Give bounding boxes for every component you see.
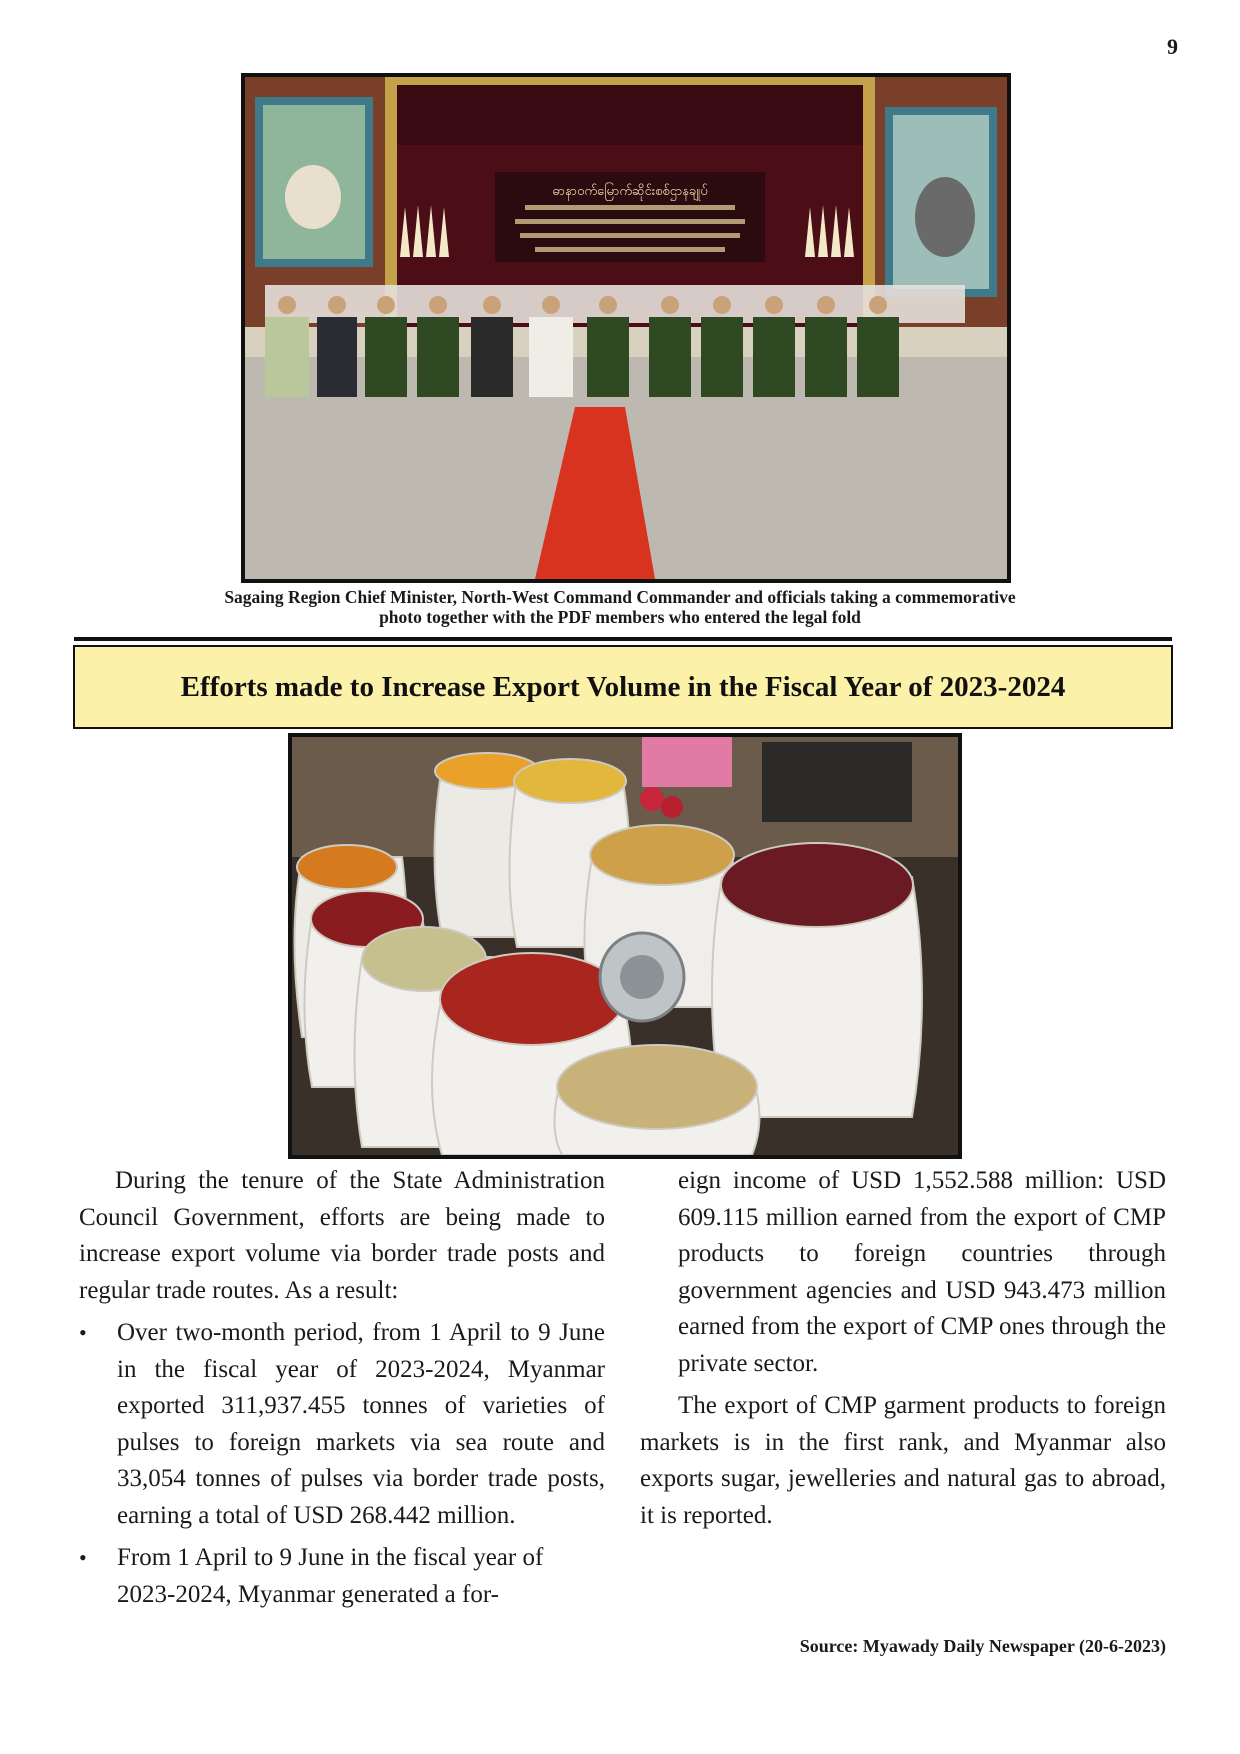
section-divider (74, 637, 1172, 641)
bullet-2-text-start: From 1 April to 9 June in the fiscal year of 2023-2024, Myanmar generated a for- (117, 1544, 544, 1608)
article-column-left (79, 1163, 605, 1619)
photo-caption (100, 587, 1140, 627)
headline-box (73, 645, 1173, 729)
caption-line-2: photo together with the PDF members who entered the legal fold (379, 607, 861, 627)
source-credit: Source: Myawady Daily Newspaper (20-6-2023) (799, 1636, 1166, 1656)
pulses-sacks-photo (288, 733, 962, 1159)
ceremony-photo (241, 73, 1011, 583)
bullet-glyph: • (79, 1320, 87, 1345)
article-column-right (640, 1163, 1166, 1534)
bullet-1-text: Over two-month period, from 1 April to 9 June in the fiscal year of 2023-2024, Myanmar exported 311,937.455 tonnes of varieties of pulses to foreign markets via sea route and 33,054 tonnes of pulses via border trade posts, earning a total of USD 268.442 million. (117, 1319, 605, 1529)
bullet-glyph: • (79, 1545, 87, 1570)
stage-banner-title: ဓာနာဝက်မြောက်ဆိုင်းစစ်ဌာနချုပ် (552, 184, 708, 199)
list-item (79, 1315, 605, 1534)
article-intro: During the tenure of the State Administration Council Government, efforts are being made to increase export volume via border trade posts and regular trade routes. As a result: (79, 1167, 605, 1304)
bullet-2-text-continued: eign income of USD 1,552.588 million: USD 609.115 million earned from the export of CMP products to foreign countries through government agencies and USD 943.473 million earned from the export of CMP ones through the private sector. (678, 1167, 1166, 1377)
headline: Efforts made to Increase Export Volume in the Fiscal Year of 2023-2024 (180, 670, 1066, 703)
caption-line-1: Sagaing Region Chief Minister, North-West Command Commander and officials taking a commemorative (224, 587, 1016, 607)
article-closing: The export of CMP garment products to foreign markets is in the first rank, and Myanmar also exports sugar, jewelleries and natural gas to abroad, it is reported. (640, 1392, 1166, 1529)
page-number: 9 (1167, 34, 1178, 59)
list-item (79, 1540, 605, 1613)
article-bullet-list (79, 1315, 605, 1613)
